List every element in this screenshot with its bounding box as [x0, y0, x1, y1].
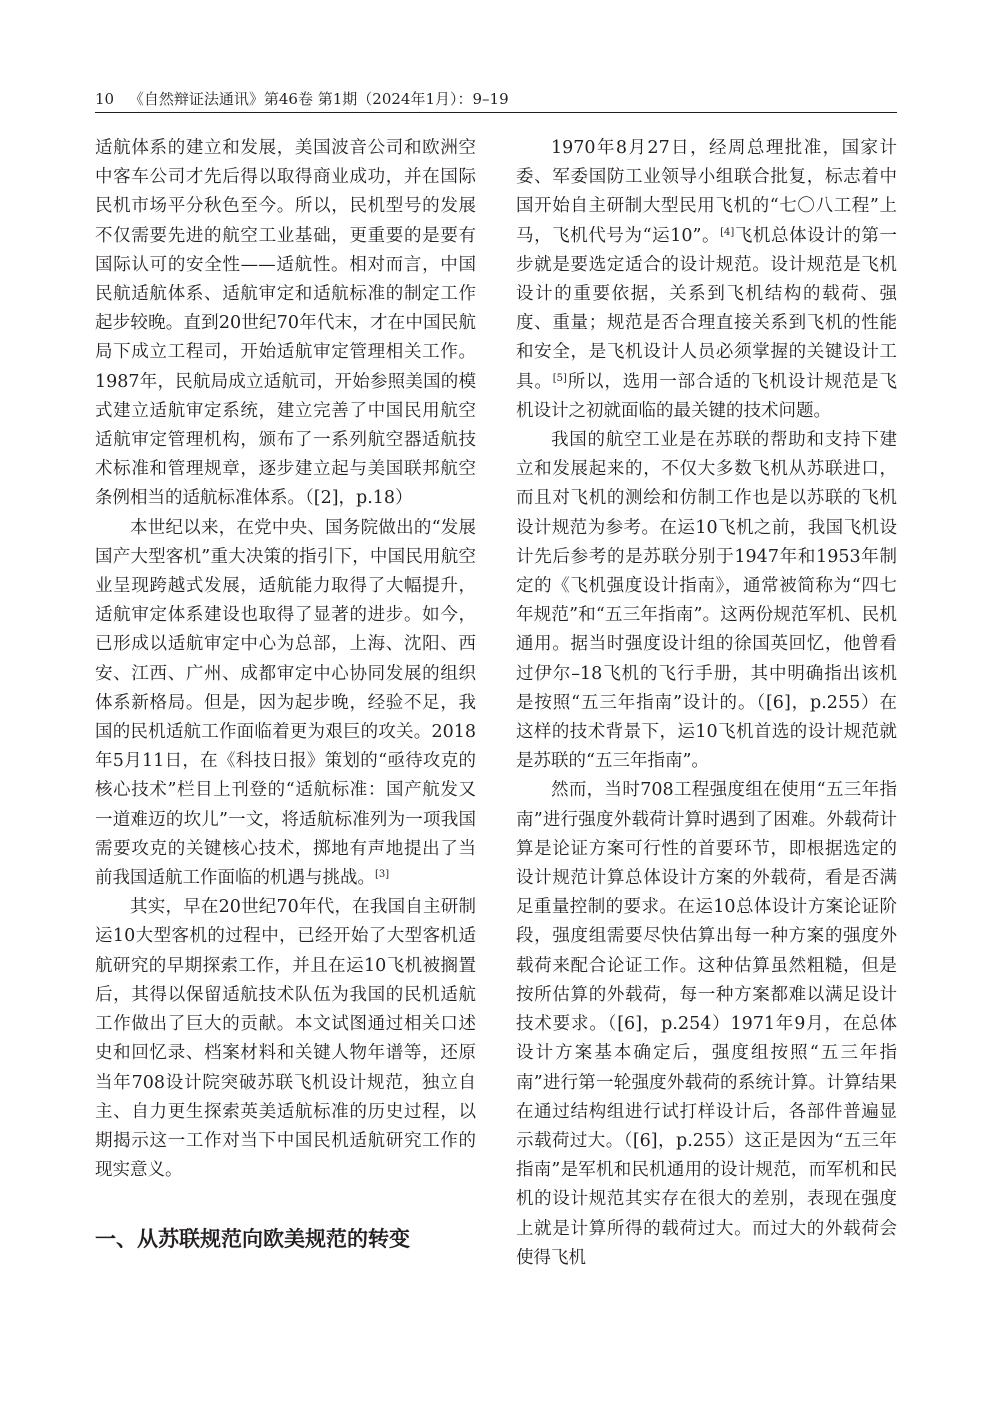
paragraph: 其实，早在20世纪70年代，在我国自主研制运10大型客机的过程中，已经开始了大型客机适航研究的早期探索工作，并且在运10飞机被搁置后，其得以保留适航技术队伍为我国的民机适航工作做出了巨大的贡献。本文试图通过相关口述史和回忆录、档案材料和关键人物年谱等，还原当年708设计院突破苏联飞机设计规范，独立自主、自力更生探索英美适航标准的历史过程，以期揭示这一工作对当下中国民机适航研究工作的现实意义。 — [95, 897, 476, 1181]
section-heading: 一、从苏联规范向欧美规范的转变 — [95, 1227, 410, 1252]
journal-citation: 《自然辩证法通讯》第46卷 第1期（2024年1月）：9–19 — [128, 90, 509, 108]
running-header — [95, 88, 509, 109]
citation-ref: [5] — [552, 372, 567, 384]
paragraph: 适航体系的建立和发展，美国波音公司和欧洲空中客车公司才先后得以取得商业成功，并在国际民机市场平分秋色至今。所以，民机型号的发展不仅需要先进的航空工业基础，更重要的是要有国际认可的安全性——适航性。相对而言，中国民航适航体系、适航审定和适航标准的制定工作起步较晚。直到20世纪70年代末，才在中国民航局下成立工程司，开始适航审定管理相关工作。1987年，民航局成立适航司，开始参照美国的模式建立适航审定系统，建立完善了中国民用航空适航审定管理机构，颁布了一系列航空器适航技术标准和管理规章，逐步建立起与美国联邦航空条例相当的适航标准体系。（[2]，p.18） — [95, 138, 476, 509]
paragraph — [516, 134, 897, 426]
citation-ref: [3] — [375, 869, 390, 881]
paragraph-text: 本世纪以来，在党中央、国务院做出的“发展国产大型客机”重大决策的指引下，中国民用航空业呈现跨越式发展，适航能力取得了大幅提升，适航审定体系建设也取得了显著的进步。如今，已形成以适航审定中心为总部，上海、沈阳、西安、江西、广州、成都审定中心协同发展的组织体系新格局。但是，因为起步晚，经验不足，我国的民机适航工作面临着更为艰巨的攻关。2018年5月11日，在《科技日报》策划的“亟待攻克的核心技术”栏目上刊登的“适航标准：国产航发又一道难迈的坎儿”一文，将适航标准列为一项我国需要攻克的关键核心技术，掷地有声地提出了当前我国适航工作面临的机遇与挑战。 — [95, 517, 476, 889]
header-rule — [95, 112, 897, 113]
paragraph: 我国的航空工业是在苏联的帮助和支持下建立和发展起来的，不仅大多数飞机从苏联进口，而且对飞机的测绘和仿制工作也是以苏联的飞机设计规范为参考。在运10飞机之前，我国飞机设计先后参考的是苏联分别于1947年和1953年制定的《飞机强度设计指南》，通常被简称为“四七年规范”和“五三年指南”。这两份规范军机、民机通用。据当时强度设计组的徐国英回忆，他曾看过伊尔–18飞机的飞行手册，其中明确指出该机是按照“五三年指南”设计的。（[6]，p.255）在这样的技术背景下，运10飞机首选的设计规范就是苏联的“五三年指南”。 — [516, 430, 897, 772]
paragraph-text: 1970年8月27日，经周总理批准，国家计委、军委国防工业领导小组联合批复，标志着中国开始自主研制大型民用飞机的“七〇八工程”上马，飞机代号为“运10”。 — [516, 138, 897, 246]
left-column — [95, 134, 476, 1253]
paragraph-text: 所以，选用一部合适的飞机设计规范是飞机设计之初就面临的最关键的技术问题。 — [516, 371, 898, 421]
right-column — [516, 134, 897, 1273]
citation-ref: [4] — [720, 226, 735, 238]
page-number: 10 — [95, 90, 115, 108]
paragraph-text: 飞机总体设计的第一步就是要选定适合的设计规范。设计规范是飞机设计的重要依据，关系到飞机结构的载荷、强度、重量；规范是否合理直接关系到飞机的性能和安全，是飞机设计人员必须掌握的关键设计工具。 — [516, 225, 897, 392]
paragraph: 然而，当时708工程强度组在使用“五三年指南”进行强度外载荷计算时遇到了困难。外载荷计算是论证方案可行性的首要环节，即根据选定的设计规范计算总体设计方案的外载荷，看是否满足重量控制的要求。在运10总体设计方案论证阶段，强度组需要尽快估算出每一种方案的强度外载荷来配合论证工作。这种估算虽然粗糙，但是按所估算的外载荷，每一种方案都难以满足设计技术要求。（[6]，p.254）1971年9月，在总体设计方案基本确定后，强度组按照“五三年指南”进行第一轮强度外载荷的系统计算。计算结果在通过结构组进行试打样设计后，各部件普遍显示载荷过大。（[6]，p.255）这正是因为“五三年指南”是军机和民机通用的设计规范，而军机和民机的设计规范其实存在很大的差别，表现在强度上就是计算所得的载荷过大。而过大的外载荷会使得飞机 — [516, 780, 897, 1268]
paragraph — [95, 514, 476, 894]
